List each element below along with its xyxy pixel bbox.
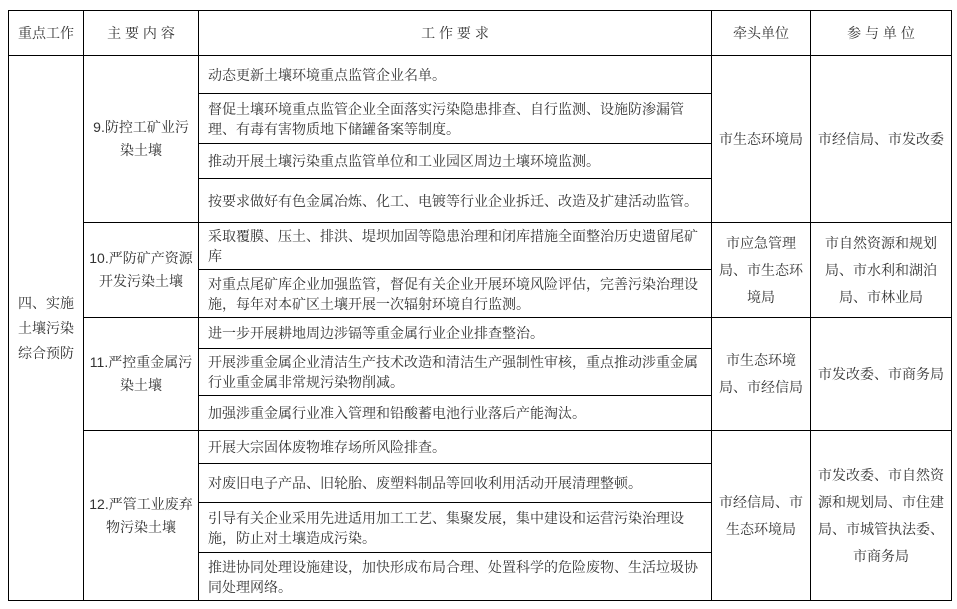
requirement-cell: 推动开展土壤污染重点监管单位和工业园区周边土壤环境监测。 (199, 144, 712, 179)
requirement-cell: 动态更新土壤环境重点监管企业名单。 (199, 56, 712, 94)
header-work-requirements: 工 作 要 求 (199, 11, 712, 56)
header-row (9, 11, 952, 56)
requirement-cell: 进一步开展耕地周边涉镉等重金属行业企业排查整治。 (199, 318, 712, 349)
participating-units-cell: 市发改委、市商务局 (811, 318, 952, 431)
work-plan-table (8, 10, 952, 601)
requirement-cell: 对废旧电子产品、旧轮胎、废塑料制品等回收利用活动开展清理整顿。 (199, 464, 712, 503)
participating-units-cell: 市经信局、市发改委 (811, 56, 952, 223)
table-row (9, 431, 952, 464)
requirement-cell: 加强涉重金属行业准入管理和铅酸蓄电池行业落后产能淘汰。 (199, 396, 712, 431)
requirement-cell: 采取覆膜、压土、排洪、堤坝加固等隐患治理和闭库措施全面整治历史遗留尾矿库 (199, 223, 712, 270)
lead-unit-cell: 市经信局、市生态环境局 (712, 431, 811, 601)
header-lead-unit: 牵头单位 (712, 11, 811, 56)
header-key-work: 重点工作 (9, 11, 84, 56)
requirement-cell: 开展涉重金属企业清洁生产技术改造和清洁生产强制性审核，重点推动涉重金属行业重金属非常规污染物削减。 (199, 349, 712, 396)
table-row (9, 56, 952, 94)
table-row (9, 318, 952, 349)
requirement-cell: 督促土壤环境重点监管企业全面落实污染隐患排查、自行监测、设施防渗漏管理、有毒有害物质地下储罐备案等制度。 (199, 94, 712, 144)
content-cell-12: 12.严管工业废弃物污染土壤 (84, 431, 199, 601)
participating-units-cell: 市发改委、市自然资源和规划局、市住建局、市城管执法委、市商务局 (811, 431, 952, 601)
requirement-cell: 推进协同处理设施建设，加快形成布局合理、处置科学的危险废物、生活垃圾协同处理网络。 (199, 553, 712, 601)
lead-unit-cell: 市应急管理局、市生态环境局 (712, 223, 811, 318)
lead-unit-cell: 市生态环境局 (712, 56, 811, 223)
key-work-cell: 四、实施土壤污染综合预防 (9, 56, 84, 601)
content-cell-11: 11.严控重金属污染土壤 (84, 318, 199, 431)
requirement-cell: 开展大宗固体废物堆存场所风险排查。 (199, 431, 712, 464)
requirement-cell: 按要求做好有色金属冶炼、化工、电镀等行业企业拆迁、改造及扩建活动监管。 (199, 179, 712, 223)
lead-unit-cell: 市生态环境局、市经信局 (712, 318, 811, 431)
content-cell-10: 10.严防矿产资源开发污染土壤 (84, 223, 199, 318)
table-row (9, 223, 952, 270)
header-participating-units: 参 与 单 位 (811, 11, 952, 56)
requirement-cell: 引导有关企业采用先进适用加工工艺、集聚发展，集中建设和运营污染治理设施，防止对土壤造成污染。 (199, 503, 712, 553)
requirement-cell: 对重点尾矿库企业加强监管，督促有关企业开展环境风险评估，完善污染治理设施，每年对本矿区土壤开展一次辐射环境自行监测。 (199, 270, 712, 318)
participating-units-cell: 市自然资源和规划局、市水利和湖泊局、市林业局 (811, 223, 952, 318)
header-main-content: 主 要 内 容 (84, 11, 199, 56)
content-cell-9: 9.防控工矿业污染土壤 (84, 56, 199, 223)
